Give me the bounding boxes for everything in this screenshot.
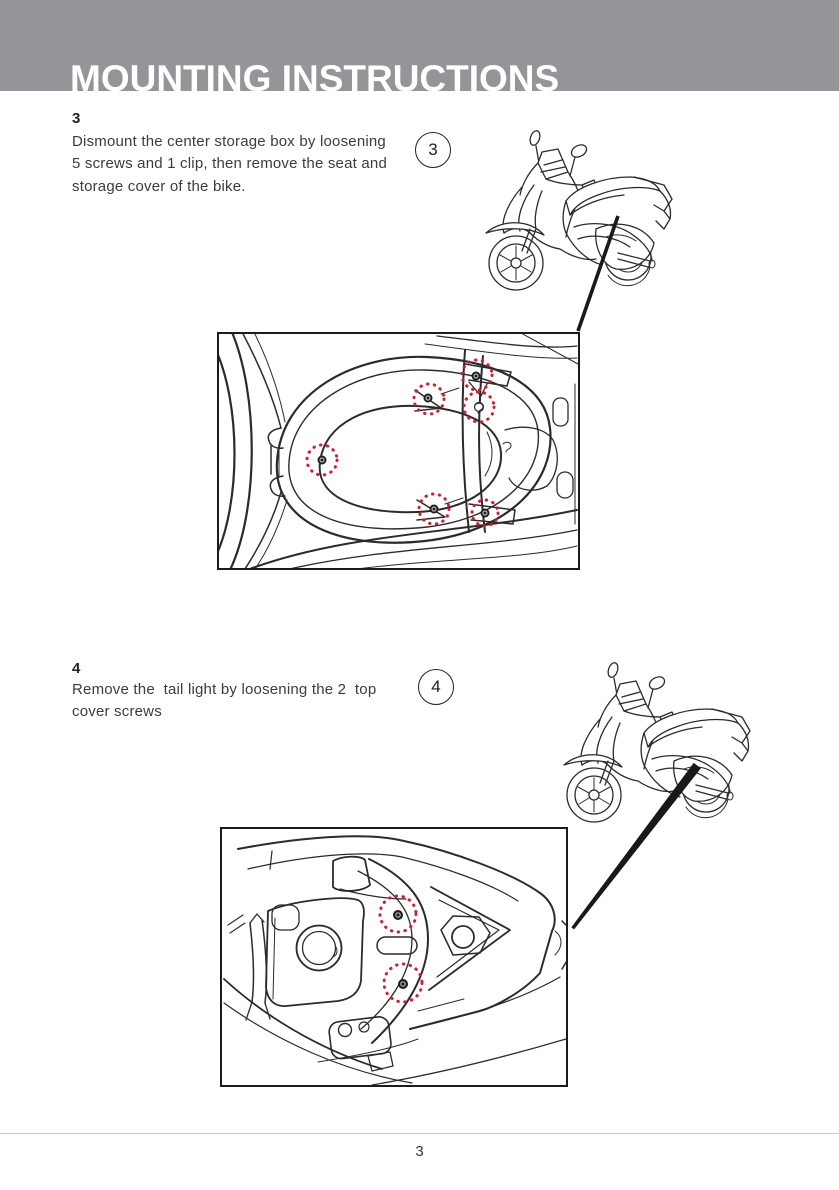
- step-3-line-3: storage cover of the bike.: [72, 177, 246, 195]
- tail-cover-figure: [220, 827, 568, 1087]
- screw-marker: [393, 910, 403, 920]
- step-3-number: 3: [72, 110, 81, 127]
- page-title: MOUNTING INSTRUCTIONS: [70, 58, 560, 99]
- screw-marker: [318, 456, 327, 465]
- step-4-line-1: Remove the tail light by loosening the 2 top: [72, 681, 377, 698]
- step-3-badge: [415, 132, 451, 168]
- step-3-line-1: Dismount the center storage box by loosening: [72, 133, 386, 150]
- storage-box-figure: [217, 332, 580, 570]
- page-number: 3: [415, 1143, 424, 1160]
- tail-cover-diagram: [222, 829, 566, 1085]
- step-4-line-2: cover screws: [72, 703, 162, 721]
- step-3-line-2: 5 screws and 1 clip, then remove the seat and: [72, 155, 388, 173]
- header-bar: [0, 0, 839, 99]
- screw-marker: [481, 509, 490, 518]
- step-4-text: [72, 679, 376, 724]
- step-4-number: 4: [72, 660, 81, 677]
- screw-marker: [398, 979, 408, 989]
- leader-line-1: [574, 210, 622, 334]
- storage-box-diagram: [219, 334, 578, 568]
- step-3-text: [72, 131, 387, 198]
- screw-marker: [430, 505, 439, 514]
- step-3-badge-number: 3: [428, 140, 438, 159]
- screw-marker: [424, 394, 433, 403]
- leader-line-2: [564, 758, 706, 933]
- footer-divider: [0, 1133, 839, 1134]
- screw-markers: [393, 910, 408, 989]
- screw-highlight-circles: [307, 360, 498, 526]
- step-4-badge: [418, 669, 454, 705]
- screw-marker: [472, 372, 481, 381]
- step-4-badge-number: 4: [431, 677, 441, 696]
